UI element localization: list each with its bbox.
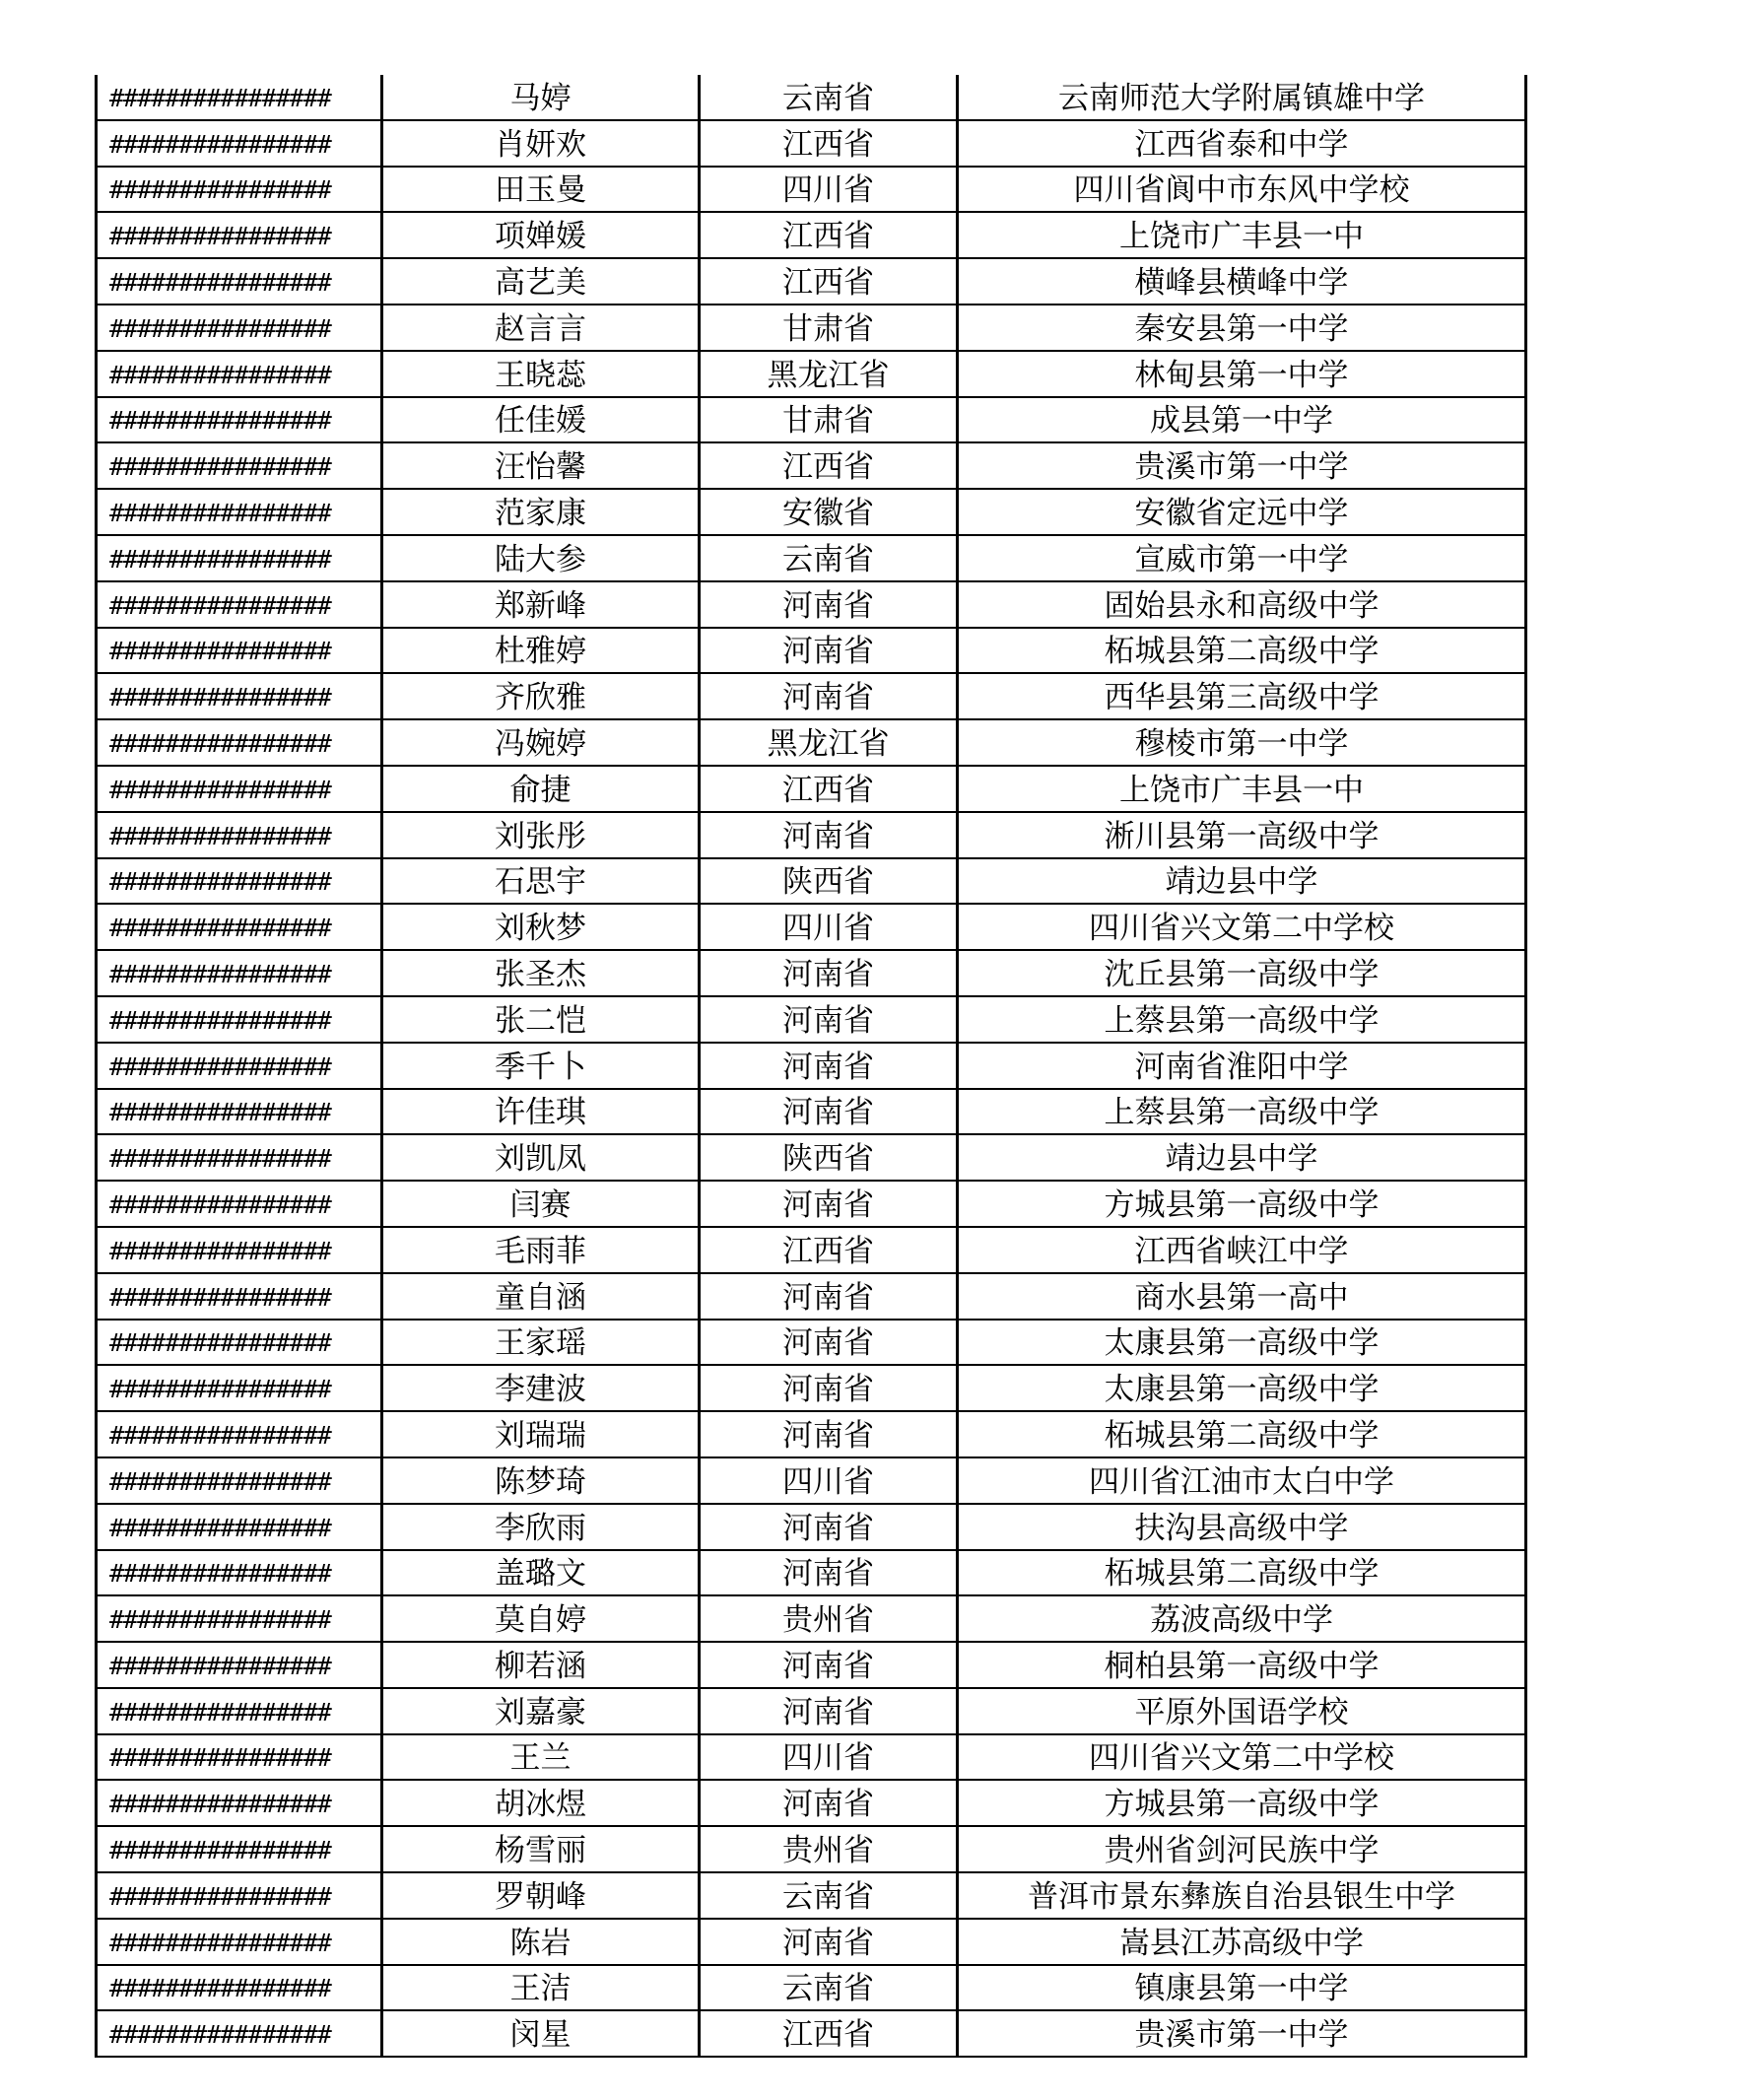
cell-province: 河南省 (700, 1273, 958, 1320)
cell-province: 江西省 (700, 442, 958, 489)
table-row (97, 1411, 1526, 1457)
cell-name: 刘张彤 (382, 812, 700, 858)
table-row (97, 1181, 1526, 1227)
student-roster-table (95, 75, 1527, 2058)
cell-id: ################ (97, 1043, 382, 1089)
cell-school: 贵溪市第一中学 (958, 2010, 1526, 2057)
cell-id: ################ (97, 719, 382, 766)
cell-name: 罗朝峰 (382, 1872, 700, 1919)
cell-name: 许佳琪 (382, 1089, 700, 1135)
cell-id: ################ (97, 996, 382, 1043)
table-row (97, 1965, 1526, 2011)
cell-name: 刘凯凤 (382, 1134, 700, 1181)
cell-name: 郑新峰 (382, 581, 700, 628)
cell-name: 季千卜 (382, 1043, 700, 1089)
cell-name: 闵星 (382, 2010, 700, 2057)
cell-school: 荔波高级中学 (958, 1595, 1526, 1642)
cell-id: ################ (97, 442, 382, 489)
cell-school: 太康县第一高级中学 (958, 1320, 1526, 1366)
cell-name: 项婵媛 (382, 212, 700, 258)
cell-name: 刘秋梦 (382, 904, 700, 950)
cell-name: 马婷 (382, 75, 700, 120)
cell-id: ################ (97, 1780, 382, 1826)
cell-name: 陆大参 (382, 535, 700, 581)
cell-id: ################ (97, 1457, 382, 1504)
cell-id: ################ (97, 1134, 382, 1181)
cell-name: 王洁 (382, 1965, 700, 2011)
cell-name: 任佳媛 (382, 397, 700, 443)
cell-id: ################ (97, 1411, 382, 1457)
cell-id: ################ (97, 1734, 382, 1781)
roster-body (97, 75, 1526, 2057)
cell-school: 贵州省剑河民族中学 (958, 1826, 1526, 1872)
cell-school: 秦安县第一中学 (958, 305, 1526, 351)
cell-school: 镇康县第一中学 (958, 1965, 1526, 2011)
cell-province: 江西省 (700, 2010, 958, 2057)
spreadsheet-page (95, 75, 1527, 2058)
cell-school: 扶沟县高级中学 (958, 1504, 1526, 1550)
cell-province: 河南省 (700, 950, 958, 996)
cell-name: 李欣雨 (382, 1504, 700, 1550)
cell-province: 河南省 (700, 1411, 958, 1457)
table-row (97, 950, 1526, 996)
cell-province: 江西省 (700, 120, 958, 167)
cell-id: ################ (97, 167, 382, 213)
table-row (97, 1089, 1526, 1135)
table-row (97, 1642, 1526, 1688)
table-row (97, 812, 1526, 858)
cell-province: 贵州省 (700, 1595, 958, 1642)
cell-province: 黑龙江省 (700, 719, 958, 766)
cell-name: 杨雪丽 (382, 1826, 700, 1872)
table-row (97, 1919, 1526, 1965)
cell-province: 黑龙江省 (700, 351, 958, 397)
cell-province: 河南省 (700, 1320, 958, 1366)
cell-id: ################ (97, 1826, 382, 1872)
cell-province: 河南省 (700, 996, 958, 1043)
cell-province: 云南省 (700, 1872, 958, 1919)
cell-id: ################ (97, 535, 382, 581)
cell-school: 柘城县第二高级中学 (958, 1550, 1526, 1596)
table-row (97, 1826, 1526, 1872)
cell-school: 普洱市景东彝族自治县银生中学 (958, 1872, 1526, 1919)
cell-id: ################ (97, 1227, 382, 1273)
cell-school: 河南省淮阳中学 (958, 1043, 1526, 1089)
cell-name: 肖妍欢 (382, 120, 700, 167)
cell-id: ################ (97, 1181, 382, 1227)
table-row (97, 1227, 1526, 1273)
cell-province: 四川省 (700, 1734, 958, 1781)
cell-name: 毛雨菲 (382, 1227, 700, 1273)
cell-school: 安徽省定远中学 (958, 489, 1526, 535)
cell-school: 柘城县第二高级中学 (958, 1411, 1526, 1457)
cell-name: 高艺美 (382, 258, 700, 305)
cell-id: ################ (97, 858, 382, 905)
table-row (97, 305, 1526, 351)
table-row (97, 581, 1526, 628)
cell-school: 沈丘县第一高级中学 (958, 950, 1526, 996)
cell-id: ################ (97, 766, 382, 812)
cell-province: 四川省 (700, 904, 958, 950)
cell-id: ################ (97, 489, 382, 535)
cell-province: 四川省 (700, 167, 958, 213)
cell-name: 王家瑶 (382, 1320, 700, 1366)
cell-province: 江西省 (700, 258, 958, 305)
cell-id: ################ (97, 351, 382, 397)
cell-school: 太康县第一高级中学 (958, 1365, 1526, 1411)
cell-name: 陈梦琦 (382, 1457, 700, 1504)
table-row (97, 1734, 1526, 1781)
cell-id: ################ (97, 1504, 382, 1550)
cell-id: ################ (97, 397, 382, 443)
cell-name: 莫自婷 (382, 1595, 700, 1642)
table-row (97, 212, 1526, 258)
table-row (97, 1273, 1526, 1320)
table-row (97, 766, 1526, 812)
cell-province: 云南省 (700, 75, 958, 120)
cell-school: 上蔡县第一高级中学 (958, 1089, 1526, 1135)
cell-school: 桐柏县第一高级中学 (958, 1642, 1526, 1688)
cell-id: ################ (97, 1550, 382, 1596)
cell-school: 四川省阆中市东风中学校 (958, 167, 1526, 213)
cell-school: 西华县第三高级中学 (958, 673, 1526, 719)
table-row (97, 1780, 1526, 1826)
cell-province: 河南省 (700, 1550, 958, 1596)
table-row (97, 1457, 1526, 1504)
cell-school: 江西省泰和中学 (958, 120, 1526, 167)
cell-school: 商水县第一高中 (958, 1273, 1526, 1320)
cell-id: ################ (97, 120, 382, 167)
table-row (97, 628, 1526, 674)
cell-province: 河南省 (700, 1780, 958, 1826)
cell-province: 陕西省 (700, 858, 958, 905)
cell-school: 四川省江油市太白中学 (958, 1457, 1526, 1504)
cell-name: 范家康 (382, 489, 700, 535)
cell-province: 河南省 (700, 1504, 958, 1550)
cell-school: 穆棱市第一中学 (958, 719, 1526, 766)
cell-province: 河南省 (700, 1642, 958, 1688)
cell-province: 江西省 (700, 1227, 958, 1273)
cell-name: 张圣杰 (382, 950, 700, 996)
cell-id: ################ (97, 1595, 382, 1642)
table-row (97, 1504, 1526, 1550)
table-row (97, 258, 1526, 305)
cell-name: 陈岩 (382, 1919, 700, 1965)
cell-id: ################ (97, 1642, 382, 1688)
cell-school: 成县第一中学 (958, 397, 1526, 443)
cell-school: 林甸县第一中学 (958, 351, 1526, 397)
cell-province: 河南省 (700, 1089, 958, 1135)
table-row (97, 120, 1526, 167)
cell-id: ################ (97, 75, 382, 120)
table-row (97, 1688, 1526, 1734)
cell-school: 上饶市广丰县一中 (958, 766, 1526, 812)
cell-province: 河南省 (700, 673, 958, 719)
cell-name: 赵言言 (382, 305, 700, 351)
table-row (97, 489, 1526, 535)
table-row (97, 1043, 1526, 1089)
cell-id: ################ (97, 1089, 382, 1135)
cell-province: 河南省 (700, 1043, 958, 1089)
table-row (97, 1134, 1526, 1181)
cell-school: 贵溪市第一中学 (958, 442, 1526, 489)
cell-name: 冯婉婷 (382, 719, 700, 766)
cell-id: ################ (97, 1919, 382, 1965)
table-row (97, 673, 1526, 719)
cell-school: 江西省峡江中学 (958, 1227, 1526, 1273)
cell-name: 汪怡馨 (382, 442, 700, 489)
cell-school: 靖边县中学 (958, 1134, 1526, 1181)
cell-id: ################ (97, 258, 382, 305)
cell-id: ################ (97, 2010, 382, 2057)
cell-province: 河南省 (700, 812, 958, 858)
cell-school: 平原外国语学校 (958, 1688, 1526, 1734)
cell-school: 方城县第一高级中学 (958, 1181, 1526, 1227)
table-row (97, 719, 1526, 766)
cell-name: 杜雅婷 (382, 628, 700, 674)
cell-name: 盖璐文 (382, 1550, 700, 1596)
cell-id: ################ (97, 1365, 382, 1411)
cell-name: 王晓蕊 (382, 351, 700, 397)
cell-province: 贵州省 (700, 1826, 958, 1872)
cell-school: 柘城县第二高级中学 (958, 628, 1526, 674)
cell-province: 云南省 (700, 1965, 958, 2011)
table-row (97, 904, 1526, 950)
cell-id: ################ (97, 812, 382, 858)
cell-province: 河南省 (700, 628, 958, 674)
cell-name: 闫赛 (382, 1181, 700, 1227)
cell-name: 石思宇 (382, 858, 700, 905)
cell-id: ################ (97, 305, 382, 351)
cell-school: 横峰县横峰中学 (958, 258, 1526, 305)
cell-province: 安徽省 (700, 489, 958, 535)
cell-name: 李建波 (382, 1365, 700, 1411)
table-row (97, 1595, 1526, 1642)
cell-id: ################ (97, 581, 382, 628)
cell-school: 淅川县第一高级中学 (958, 812, 1526, 858)
cell-province: 河南省 (700, 1919, 958, 1965)
table-row (97, 996, 1526, 1043)
cell-name: 张二恺 (382, 996, 700, 1043)
cell-province: 河南省 (700, 581, 958, 628)
cell-school: 上蔡县第一高级中学 (958, 996, 1526, 1043)
cell-name: 齐欣雅 (382, 673, 700, 719)
cell-id: ################ (97, 950, 382, 996)
cell-province: 河南省 (700, 1181, 958, 1227)
cell-name: 田玉曼 (382, 167, 700, 213)
table-row (97, 1550, 1526, 1596)
cell-id: ################ (97, 628, 382, 674)
cell-id: ################ (97, 1688, 382, 1734)
table-row (97, 1320, 1526, 1366)
table-row (97, 858, 1526, 905)
table-row (97, 1365, 1526, 1411)
cell-id: ################ (97, 673, 382, 719)
cell-province: 江西省 (700, 212, 958, 258)
cell-id: ################ (97, 904, 382, 950)
cell-province: 河南省 (700, 1365, 958, 1411)
cell-name: 俞捷 (382, 766, 700, 812)
cell-school: 方城县第一高级中学 (958, 1780, 1526, 1826)
table-row (97, 75, 1526, 120)
cell-school: 四川省兴文第二中学校 (958, 904, 1526, 950)
table-row (97, 351, 1526, 397)
table-row (97, 535, 1526, 581)
table-row (97, 397, 1526, 443)
cell-province: 甘肃省 (700, 397, 958, 443)
table-row (97, 2010, 1526, 2057)
cell-province: 江西省 (700, 766, 958, 812)
cell-province: 四川省 (700, 1457, 958, 1504)
cell-school: 嵩县江苏高级中学 (958, 1919, 1526, 1965)
table-row (97, 1872, 1526, 1919)
cell-id: ################ (97, 1872, 382, 1919)
cell-name: 童自涵 (382, 1273, 700, 1320)
cell-name: 王兰 (382, 1734, 700, 1781)
cell-name: 刘瑞瑞 (382, 1411, 700, 1457)
cell-school: 四川省兴文第二中学校 (958, 1734, 1526, 1781)
cell-province: 甘肃省 (700, 305, 958, 351)
cell-school: 上饶市广丰县一中 (958, 212, 1526, 258)
table-row (97, 442, 1526, 489)
table-row (97, 167, 1526, 213)
cell-province: 河南省 (700, 1688, 958, 1734)
cell-id: ################ (97, 1320, 382, 1366)
cell-name: 柳若涵 (382, 1642, 700, 1688)
cell-id: ################ (97, 1965, 382, 2011)
cell-school: 云南师范大学附属镇雄中学 (958, 75, 1526, 120)
cell-school: 靖边县中学 (958, 858, 1526, 905)
cell-school: 固始县永和高级中学 (958, 581, 1526, 628)
cell-school: 宣威市第一中学 (958, 535, 1526, 581)
cell-province: 云南省 (700, 535, 958, 581)
cell-id: ################ (97, 212, 382, 258)
cell-province: 陕西省 (700, 1134, 958, 1181)
cell-name: 胡冰煜 (382, 1780, 700, 1826)
cell-id: ################ (97, 1273, 382, 1320)
cell-name: 刘嘉豪 (382, 1688, 700, 1734)
